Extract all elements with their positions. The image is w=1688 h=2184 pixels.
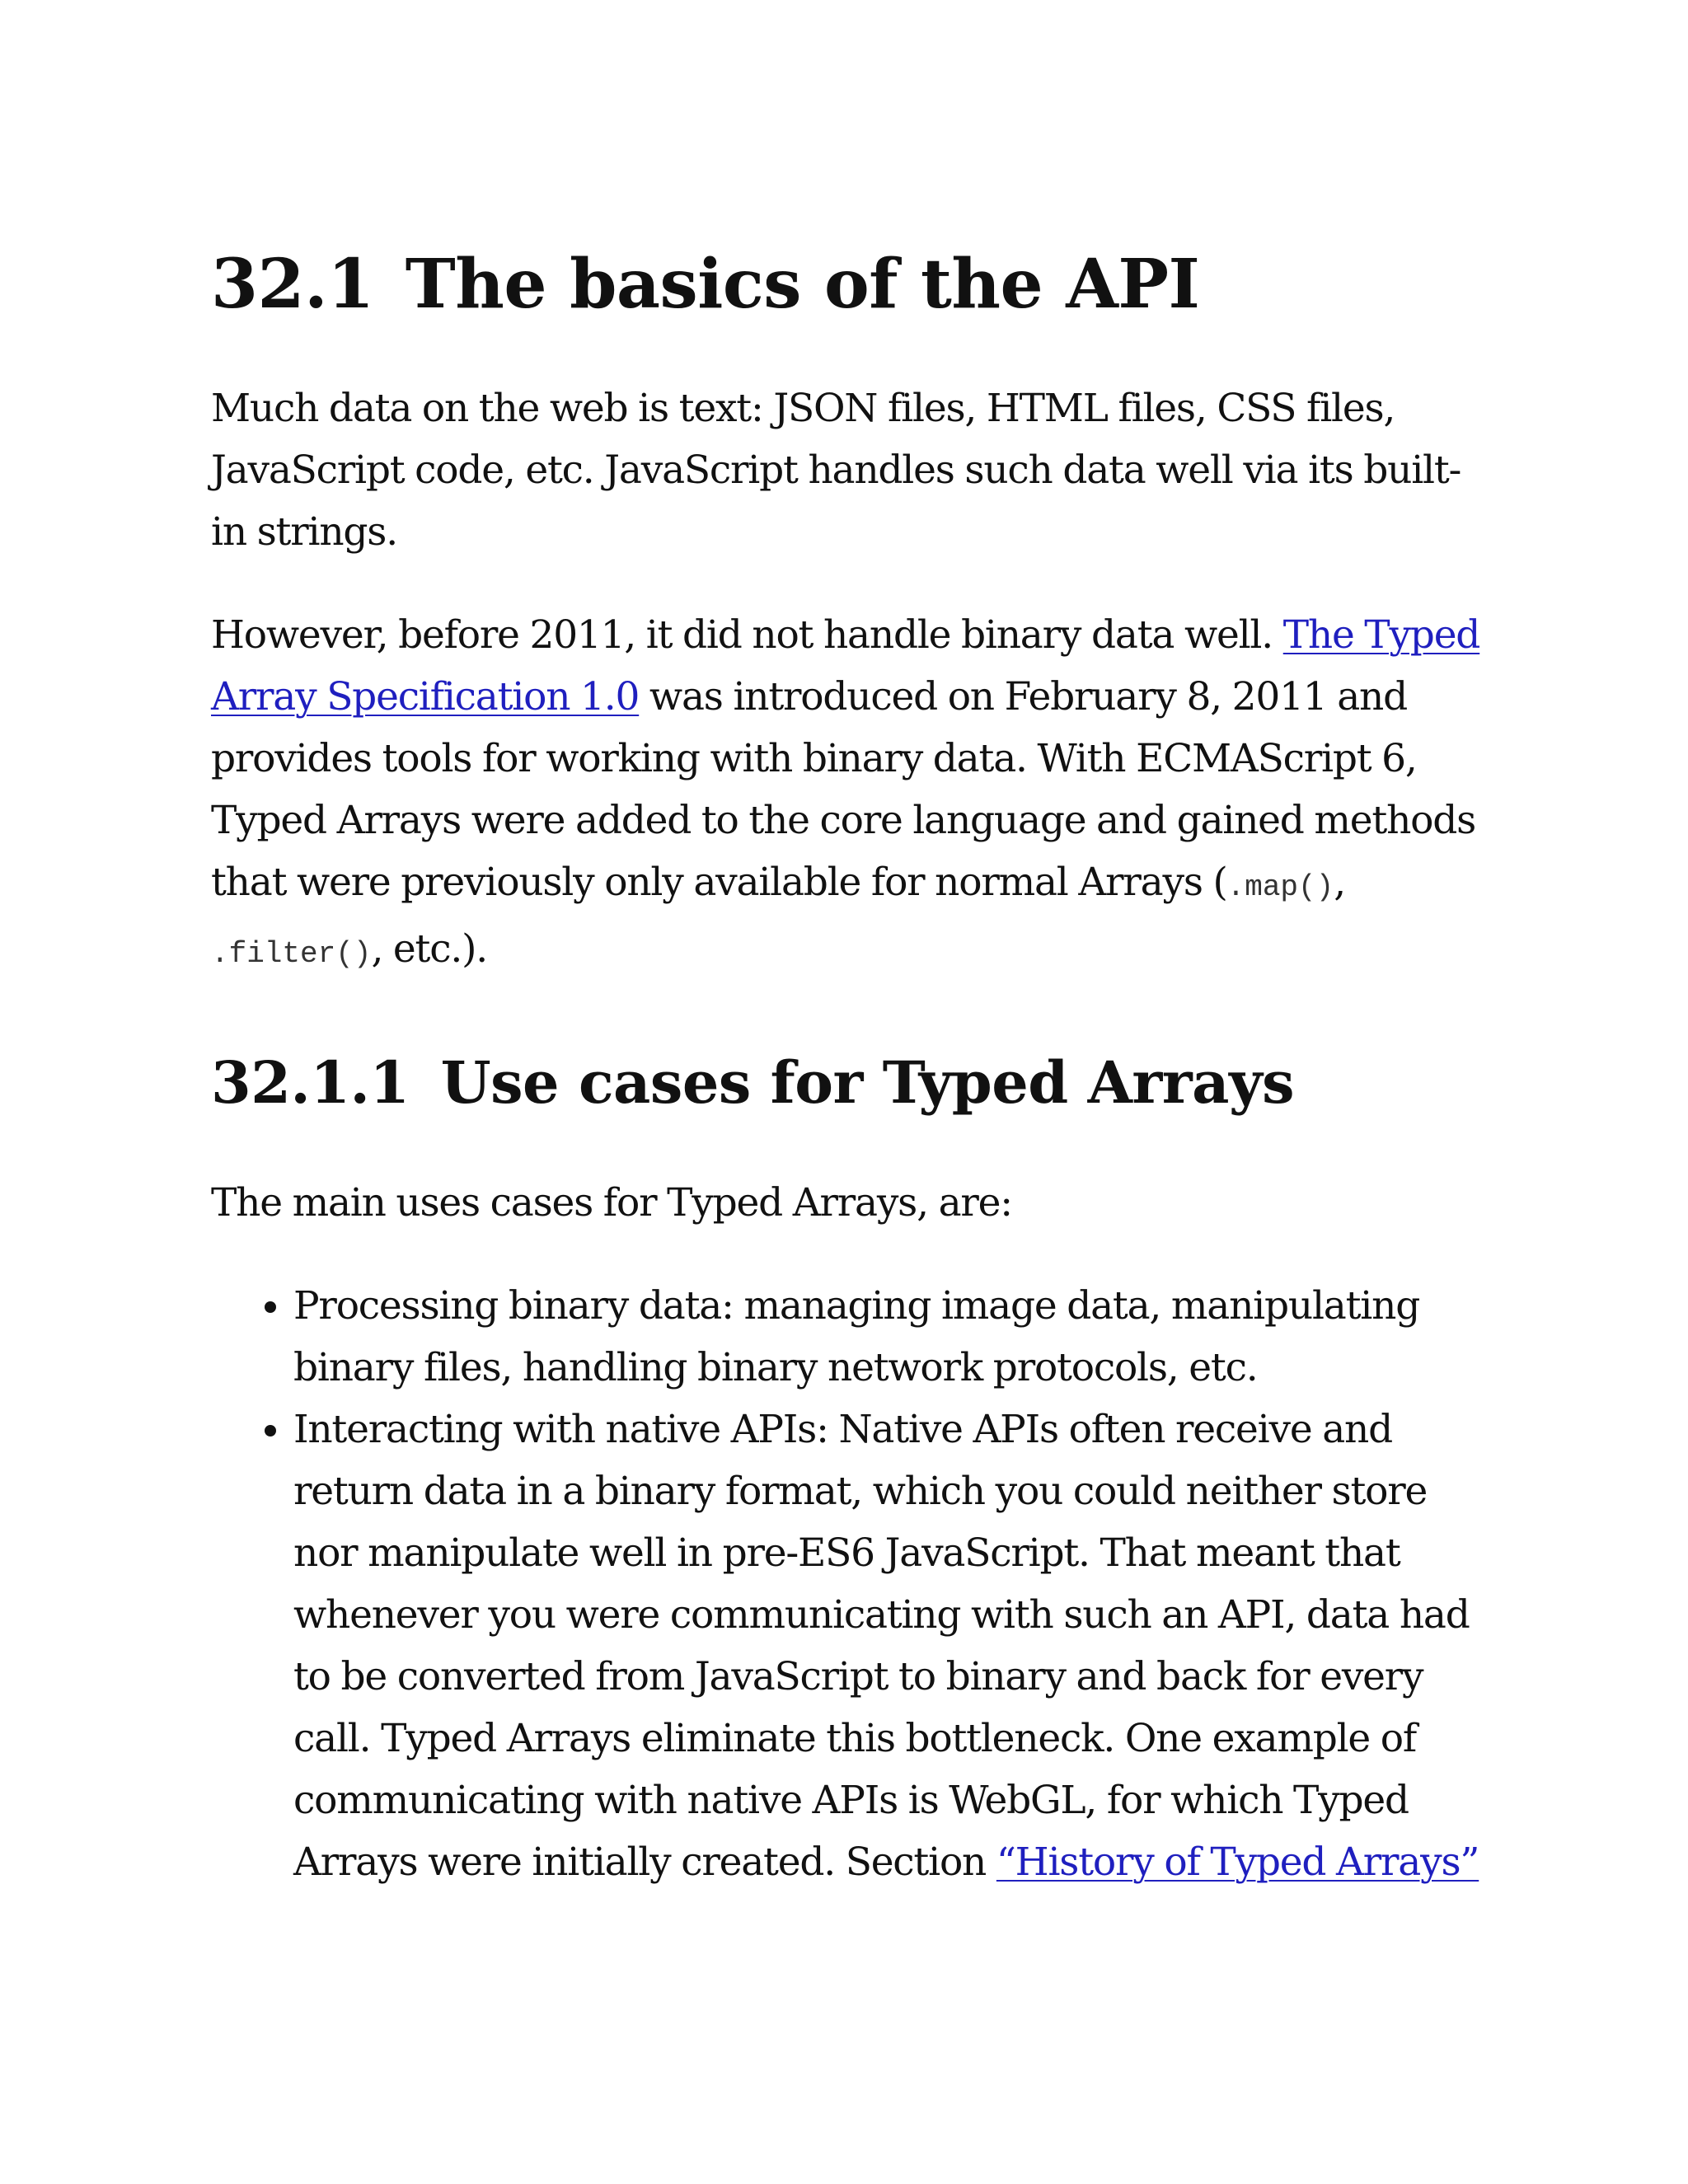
paragraph-history <box>211 604 1480 985</box>
history-text-end: , etc.). <box>371 926 487 972</box>
document-page <box>211 247 1480 1893</box>
code-filter: .filter() <box>211 937 372 972</box>
section-title: The basics of the API <box>405 245 1200 324</box>
list-item-text: Interacting with native APIs: Native APIs often receive and return data in a binary format, which you could neither store nor manipulate well in pre-ES6 JavaScript. That meant that whenever you were communicating with such an API, data had to be converted from JavaScript to binary and back for every call. Typed Arrays eliminate this bottleneck. One example of communicating with native APIs is WebGL, for which Typed Arrays were initially created. Section <box>293 1407 1470 1886</box>
paragraph-intro: Much data on the web is text: JSON files, HTML files, CSS files, JavaScript code, etc. JavaScript handles such data well via its built-in strings. <box>211 386 1461 555</box>
list-item <box>293 1399 1480 1893</box>
history-of-typed-arrays-link[interactable]: “History of Typed Arrays” <box>996 1840 1479 1886</box>
paragraph-use-cases-intro: The main uses cases for Typed Arrays, are: <box>211 1180 1012 1226</box>
history-text-after-link: was introduced on February 8, 2011 and provides tools for working with binary data. With ECMAScript 6, Typed Arrays were added to the core language and gained methods that were previously only available for normal Arrays ( <box>211 674 1476 906</box>
history-text-before-link: However, before 2011, it did not handle binary data well. <box>211 612 1283 658</box>
history-separator: , <box>1334 860 1345 906</box>
list-item: • Processing binary data: managing image data, manipulating binary files, handling binary network protocols, etc. <box>293 1275 1480 1399</box>
typed-array-spec-link[interactable]: The Typed Array Specification 1.0 <box>211 612 1480 720</box>
section-number: 32.1 <box>211 245 374 324</box>
code-map: .map() <box>1226 870 1334 905</box>
subsection-number: 32.1.1 <box>211 1048 410 1118</box>
use-cases-list <box>211 1275 1480 1893</box>
section-heading <box>211 245 1480 324</box>
subsection-title: Use cases for Typed Arrays <box>440 1048 1295 1118</box>
subsection-heading <box>211 1048 1480 1118</box>
